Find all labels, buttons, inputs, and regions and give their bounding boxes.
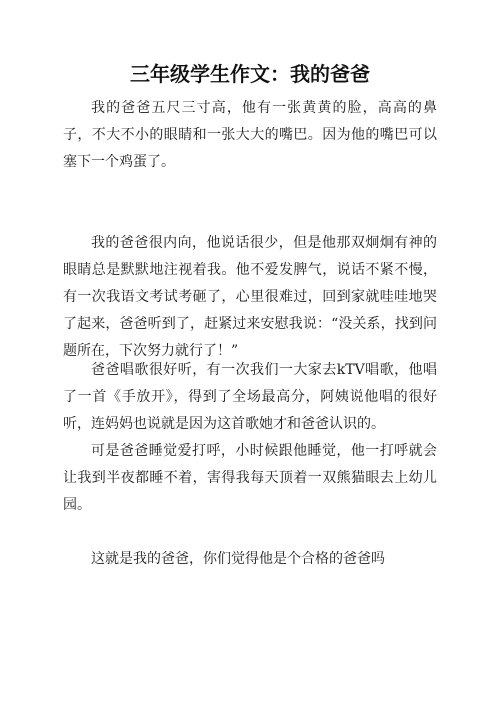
paragraph-conclusion: 这就是我的爸爸，你们觉得他是个合格的爸爸吗 — [91, 551, 385, 567]
paragraph-personality: 我的爸爸很内向，他说话很少，但是他那双炯炯有神的眼睛总是默默地注视着我。他不爱发脾气，说话不紧不慢，有一次我语文考试考砸了，心里很难过，回到家就哇哇地哭了起来，爸爸听到了，赶紧过来安慰我说：“没关系，找到问题所在，下次努力就行了！” — [63, 235, 437, 359]
paragraph-snoring: 可是爸爸睡觉爱打呼，小时候跟他睡觉，他一打呼就会让我到半夜都睡不着，害得我每天顶着一双熊猫眼去上幼儿园。 — [63, 443, 437, 513]
paragraph-appearance: 我的爸爸五尺三寸高，他有一张黄黄的脸，高高的鼻子，不大不小的眼睛和一张大大的嘴巴。因为他的嘴巴可以塞下一个鸡蛋了。 — [63, 100, 437, 170]
paragraph-singing: 爸爸唱歌很好听，有一次我们一大家去kTV唱歌，他唱了一首《手放开》，得到了全场最高分，阿姨说他唱的很好听，连妈妈也说就是因为这首歌她才和爸爸认识的。 — [63, 362, 437, 432]
document-title: 三年级学生作文：我的爸爸 — [130, 62, 370, 86]
